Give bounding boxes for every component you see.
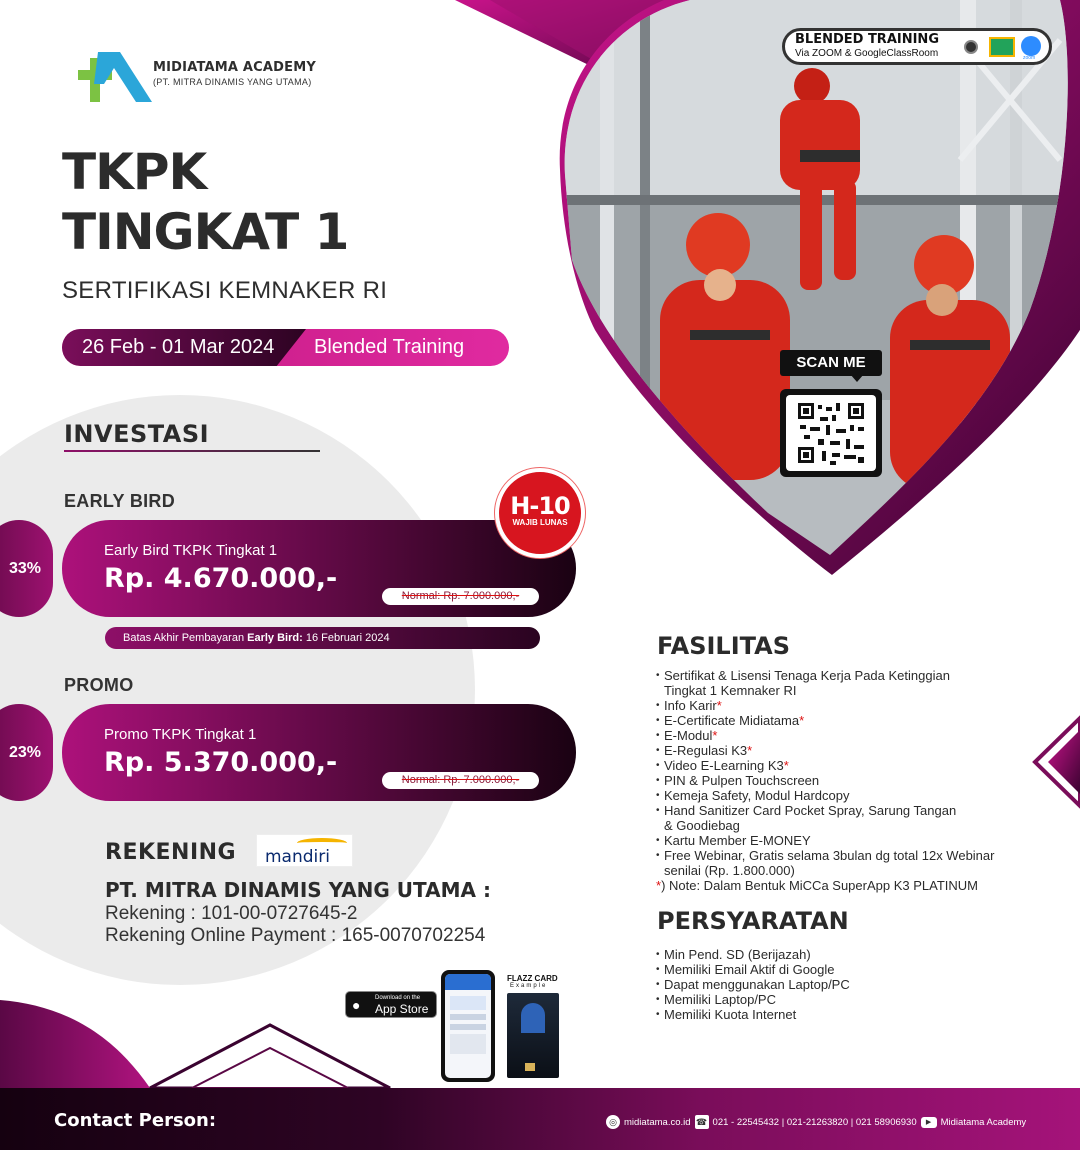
early-bird-deadline: [105, 627, 540, 649]
rekening-company: PT. MITRA DINAMIS YANG UTAMA :: [105, 878, 491, 902]
flazz-subtitle: Example: [510, 983, 548, 989]
fasilitas-item: • E-Modul*: [656, 728, 994, 743]
promo-name: Promo TKPK Tingkat 1: [104, 726, 257, 743]
fasilitas-note: [656, 878, 978, 893]
persyaratan-list: [656, 947, 850, 1022]
app-store-button[interactable]: [345, 991, 437, 1018]
early-bird-label: EARLY BIRD: [64, 491, 176, 511]
h10-small: WAJIB LUNAS: [512, 518, 568, 527]
early-bird-price-card: [62, 520, 576, 617]
app-store-big: App Store: [375, 1002, 429, 1016]
persyaratan-item: • Min Pend. SD (Berijazah): [656, 947, 850, 962]
deadline-bold: Early Bird:: [247, 632, 303, 644]
mandiri-text: mandiri: [265, 847, 330, 867]
h10-big: H-10: [510, 492, 570, 520]
fasilitas-item: • E-Certificate Midiatama*: [656, 713, 994, 728]
fasilitas-item: • Video E-Learning K3*: [656, 758, 994, 773]
promo-price-card: [62, 704, 576, 801]
rekening-line-2: Rekening Online Payment : 165-0070702254: [105, 925, 486, 946]
phone-mockup: [441, 970, 495, 1082]
persyaratan-item: • Dapat menggunakan Laptop/PC: [656, 977, 850, 992]
fasilitas-item: • Info Karir*: [656, 698, 994, 713]
flazz-title: FLAZZ CARD: [507, 974, 558, 983]
subtitle: SERTIFIKASI KEMNAKER RI: [62, 277, 388, 304]
deadline-prefix: Batas Akhir Pembayaran: [123, 632, 248, 644]
deadline-date: 16 Februari 2024: [302, 632, 390, 644]
contact-person-label: Contact Person:: [54, 1110, 217, 1131]
early-bird-discount: 33%: [0, 520, 53, 617]
logo: [64, 50, 324, 104]
google-classroom-icon: [989, 37, 1015, 57]
logo-mark-icon: [64, 50, 154, 104]
early-bird-price: Rp. 4.670.000,-: [104, 563, 338, 594]
fasilitas-item: • Free Webinar, Gratis selama 3bulan dg total 12x Webinar: [656, 848, 994, 863]
blended-training-badge: [782, 28, 1052, 65]
globe-icon: ◎: [606, 1115, 620, 1129]
zoom-icon: [1021, 36, 1041, 56]
footer-info: [606, 1115, 1026, 1129]
fasilitas-item: • Hand Sanitizer Card Pocket Spray, Sarung Tangan: [656, 803, 994, 818]
promo-discount: 23%: [0, 704, 53, 801]
training-date: 26 Feb - 01 Mar 2024: [82, 336, 275, 358]
footer-youtube[interactable]: Midiatama Academy: [940, 1116, 1027, 1128]
date-bar: [62, 329, 509, 366]
early-bird-name: Early Bird TKPK Tingkat 1: [104, 542, 278, 559]
qr-code[interactable]: [780, 389, 882, 477]
zoom-label: zoom: [1023, 55, 1036, 61]
fasilitas-item: & Goodiebag: [664, 818, 740, 833]
badge-title: BLENDED TRAINING: [795, 32, 939, 47]
footer-phones[interactable]: 021 - 22545432 | 021-21263820 | 021 58906930: [712, 1116, 917, 1128]
promo-normal-price: Normal: Rp. 7.000.000,-: [382, 772, 539, 789]
fasilitas-item: • Sertifikat & Lisensi Tenaga Kerja Pada Ketinggian: [656, 668, 994, 683]
investasi-heading: INVESTASI: [64, 420, 210, 448]
scan-me-pointer: [850, 374, 864, 382]
investasi-underline: [64, 450, 320, 452]
fasilitas-note-text: ) Note: Dalam Bentuk MiCCa SuperApp K3 PLATINUM: [661, 878, 978, 893]
camera-icon: [964, 40, 978, 54]
logo-name: MIDIATAMA ACADEMY: [153, 60, 316, 75]
fasilitas-item: • PIN & Pulpen Touchscreen: [656, 773, 994, 788]
promo-label: PROMO: [64, 675, 134, 695]
fasilitas-item: Tingkat 1 Kemnaker RI: [664, 683, 797, 698]
persyaratan-item: • Memiliki Kuota Internet: [656, 1007, 850, 1022]
persyaratan-item: • Memiliki Email Aktif di Google: [656, 962, 850, 977]
badge-subtitle: Via ZOOM & GoogleClassRoom: [795, 48, 939, 59]
fasilitas-heading: FASILITAS: [657, 632, 791, 660]
mandiri-logo: [256, 834, 353, 867]
flazz-card: [507, 993, 559, 1078]
footer-website[interactable]: midiatama.co.id: [624, 1116, 691, 1128]
promo-price: Rp. 5.370.000,-: [104, 747, 338, 778]
title-line-1: TKPK: [62, 143, 207, 201]
rekening-heading: REKENING: [105, 840, 237, 865]
fasilitas-item: • Kemeja Safety, Modul Hardcopy: [656, 788, 994, 803]
title-line-2: TINGKAT 1: [62, 203, 349, 261]
early-bird-normal-price: Normal: Rp. 7.000.000,-: [382, 588, 539, 605]
youtube-icon: ▶: [921, 1117, 937, 1128]
h10-badge: [495, 468, 585, 558]
rekening-line-1: Rekening : 101-00-0727645-2: [105, 903, 358, 924]
persyaratan-heading: PERSYARATAN: [657, 907, 849, 935]
persyaratan-item: • Memiliki Laptop/PC: [656, 992, 850, 1007]
scan-me-label: SCAN ME: [780, 350, 882, 376]
apple-icon: ●: [352, 997, 361, 1013]
fasilitas-item: senilai (Rp. 1.800.000): [664, 863, 795, 878]
footer: [0, 1088, 1080, 1150]
fasilitas-note-star: *: [656, 878, 662, 893]
fasilitas-item: • Kartu Member E-MONEY: [656, 833, 994, 848]
logo-subname: (PT. MITRA DINAMIS YANG UTAMA): [153, 77, 312, 87]
training-type: Blended Training: [314, 336, 465, 358]
phone-icon: ☎: [695, 1117, 708, 1127]
app-store-small: Download on the: [375, 995, 421, 1001]
fasilitas-item: • E-Regulasi K3*: [656, 743, 994, 758]
fasilitas-list: [656, 668, 994, 878]
